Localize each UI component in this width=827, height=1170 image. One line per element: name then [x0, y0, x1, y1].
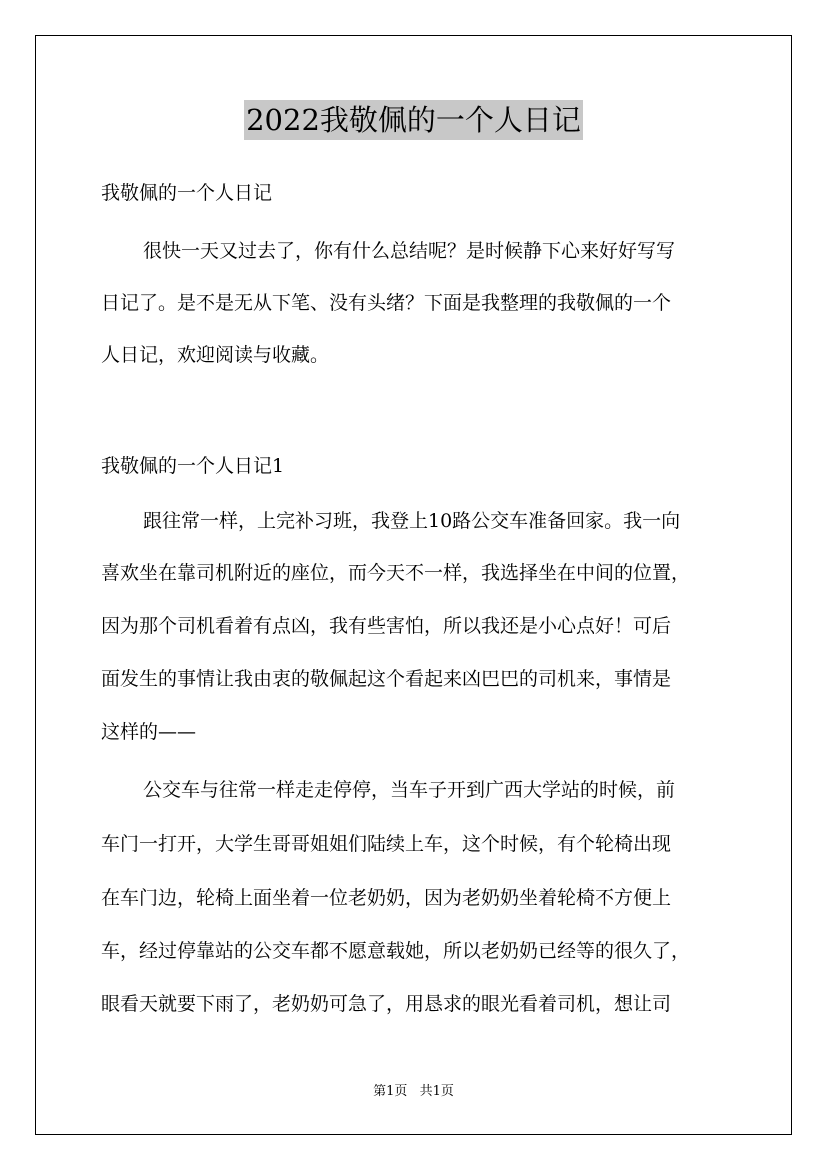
page-footer	[0, 1083, 827, 1101]
subtitle: 我敬佩的一个人日记	[101, 182, 273, 204]
paragraph-line: 在车门边，轮椅上面坐着一位老奶奶，因为老奶奶坐着轮椅不方便上	[101, 887, 672, 909]
intro-line: 日记了。是不是无从下笔、没有头绪？下面是我整理的我敬佩的一个	[101, 292, 672, 314]
document-title: 2022我敬佩的一个人日记	[244, 100, 583, 140]
paragraph-line: 眼看天就要下雨了，老奶奶可急了，用恳求的眼光看着司机，想让司	[101, 993, 672, 1015]
paragraph-line: 面发生的事情让我由衷的敬佩起这个看起来凶巴巴的司机来，事情是	[101, 668, 672, 690]
page-total: 共1页	[419, 1084, 454, 1099]
paragraph-line: 喜欢坐在靠司机附近的座位，而今天不一样，我选择坐在中间的位置，	[101, 562, 691, 584]
intro-line: 人日记，欢迎阅读与收藏。	[101, 344, 330, 366]
paragraph-line: 因为那个司机看着有点凶，我有些害怕，所以我还是小心点好！可后	[101, 615, 672, 637]
section-heading: 我敬佩的一个人日记1	[101, 455, 285, 477]
page-number: 第1页	[373, 1084, 408, 1099]
intro-line: 很快一天又过去了，你有什么总结呢？是时候静下心来好好写写	[143, 240, 676, 262]
paragraph-line: 跟往常一样，上完补习班，我登上10路公交车准备回家。我一向	[143, 510, 681, 532]
title-container	[0, 100, 827, 140]
paragraph-line: 这样的——	[101, 721, 197, 743]
paragraph-line: 车，经过停靠站的公交车都不愿意载她，所以老奶奶已经等的很久了，	[101, 940, 691, 962]
paragraph-line: 公交车与往常一样走走停停，当车子开到广西大学站的时候，前	[143, 779, 676, 801]
paragraph-line: 车门一打开，大学生哥哥姐姐们陆续上车，这个时候，有个轮椅出现	[101, 833, 672, 855]
